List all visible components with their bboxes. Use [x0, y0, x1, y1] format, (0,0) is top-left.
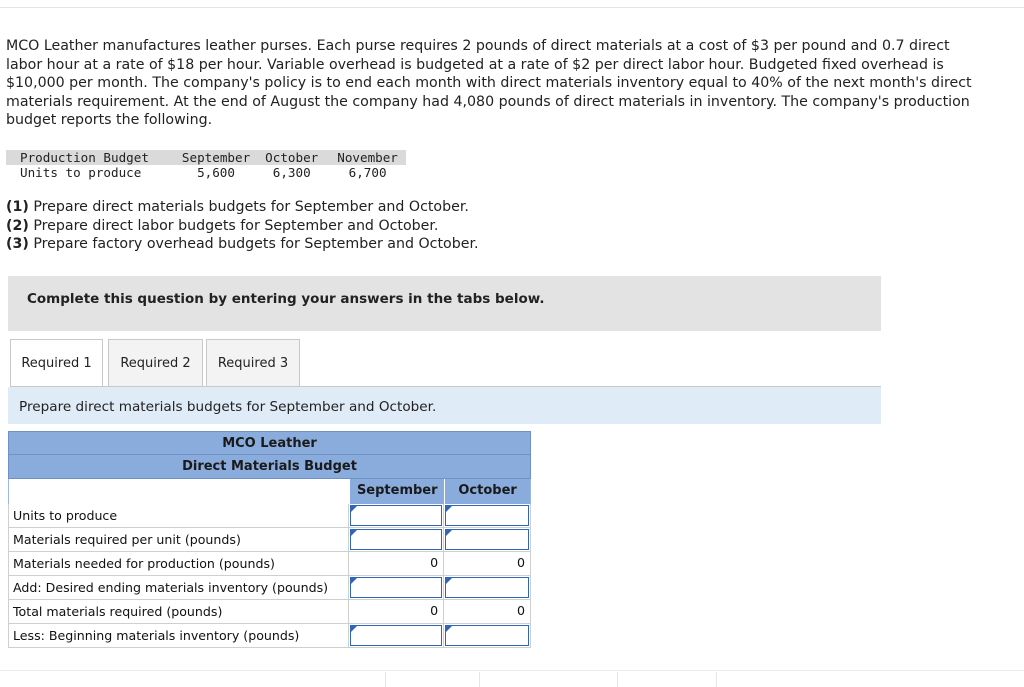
direct-materials-budget	[8, 431, 531, 648]
cell-september	[349, 576, 444, 599]
requirement-2	[6, 217, 479, 236]
budget-column-header-blank	[9, 479, 349, 504]
requirement-3-text: Prepare factory overhead budgets for September and October.	[28, 236, 479, 253]
cell-september	[349, 504, 444, 527]
instructions-banner	[8, 276, 881, 331]
production-budget-col-november: November	[337, 150, 406, 165]
row-label: Units to produce	[9, 504, 349, 527]
tab-instruction-bar	[8, 387, 881, 424]
desired-ending-inventory-october-input[interactable]	[445, 577, 529, 598]
desired-ending-inventory-september-input[interactable]	[350, 577, 442, 598]
production-budget-header-row	[6, 150, 406, 165]
beginning-inventory-september-input[interactable]	[350, 625, 442, 646]
requirement-1-number: (1)	[6, 199, 29, 215]
units-to-produce-october-input[interactable]	[445, 505, 529, 526]
units-to-produce-september-input[interactable]	[350, 505, 442, 526]
tab-required-1[interactable]: Required 1	[10, 339, 103, 387]
instructions-banner-text: Complete this question by entering your answers in the tabs below.	[27, 291, 545, 307]
requirement-1	[6, 198, 479, 217]
problem-statement: MCO Leather manufactures leather purses. Each purse requires 2 pounds of direct materials at a cost of $3 per pound and 0.7 direct labor hour at a rate of $18 per hour. Variable overhead is budgeted at a rate of $2 per direct labor hour. Budgeted fixed overhead is $10,000 per month. The company's policy is to end each month with direct materials inventory equal to 40% of the next month's direct materials requirement. At the end of August the company had 4,080 pounds of direct materials in inventory. The company's production budget reports the following.	[6, 38, 972, 129]
cell-september	[349, 528, 444, 551]
tab-required-2[interactable]: Required 2	[108, 339, 203, 387]
requirement-2-number: (2)	[6, 217, 29, 234]
requirement-1-text: Prepare direct materials budgets for September and October.	[28, 199, 469, 215]
materials-per-unit-october-input[interactable]	[445, 529, 529, 550]
budget-row-beginning-inventory	[8, 624, 531, 648]
production-budget-title: Production Budget	[6, 150, 182, 165]
total-materials-september-value: 0	[349, 600, 444, 623]
row-label: Total materials required (pounds)	[9, 600, 349, 623]
production-budget-table	[6, 150, 406, 180]
units-october: 6,300	[272, 165, 311, 180]
production-budget-col-october: October	[265, 150, 337, 165]
footer-divider	[716, 672, 717, 687]
row-label: Materials needed for production (pounds)	[9, 552, 349, 575]
footer-divider	[385, 672, 386, 687]
cell-september	[349, 624, 444, 647]
materials-per-unit-september-input[interactable]	[350, 529, 442, 550]
cell-october	[444, 528, 530, 551]
materials-needed-september-value: 0	[349, 552, 444, 575]
budget-row-total-materials-required	[8, 600, 531, 624]
units-september: 5,600	[197, 165, 235, 180]
footer-divider	[479, 672, 480, 687]
row-label: Less: Beginning materials inventory (pounds)	[9, 624, 349, 647]
column-header-october: October	[444, 479, 530, 504]
column-header-september: September	[349, 479, 444, 504]
requirement-3	[6, 235, 479, 254]
production-budget-col-september: September	[182, 150, 265, 165]
budget-row-materials-needed	[8, 552, 531, 576]
budget-column-headers	[8, 479, 531, 504]
cell-october	[444, 624, 530, 647]
requirement-3-number: (3)	[6, 236, 29, 253]
top-divider	[0, 7, 1024, 8]
requirements-list	[6, 198, 479, 254]
budget-row-desired-ending-inventory	[8, 576, 531, 600]
footer-divider	[617, 672, 618, 687]
tab-required-3[interactable]: Required 3	[206, 339, 300, 387]
budget-row-units-to-produce	[8, 504, 531, 528]
cell-october	[444, 576, 530, 599]
materials-needed-october-value: 0	[517, 555, 526, 570]
row-label: Materials required per unit (pounds)	[9, 528, 349, 551]
cell-october	[444, 504, 530, 527]
total-materials-october-value: 0	[517, 603, 526, 618]
production-budget-units-row	[6, 165, 406, 180]
requirement-2-text: Prepare direct labor budgets for September and October.	[28, 217, 439, 234]
budget-title: Direct Materials Budget	[8, 455, 531, 479]
row-label: Add: Desired ending materials inventory (pounds)	[9, 576, 349, 599]
budget-company-name: MCO Leather	[8, 431, 531, 455]
beginning-inventory-october-input[interactable]	[445, 625, 529, 646]
budget-row-materials-per-unit	[8, 528, 531, 552]
units-to-produce-label: Units to produce	[20, 165, 142, 180]
tab-instruction-text: Prepare direct materials budgets for September and October.	[19, 399, 437, 415]
units-november: 6,700	[348, 165, 387, 180]
bottom-divider	[0, 670, 1024, 671]
